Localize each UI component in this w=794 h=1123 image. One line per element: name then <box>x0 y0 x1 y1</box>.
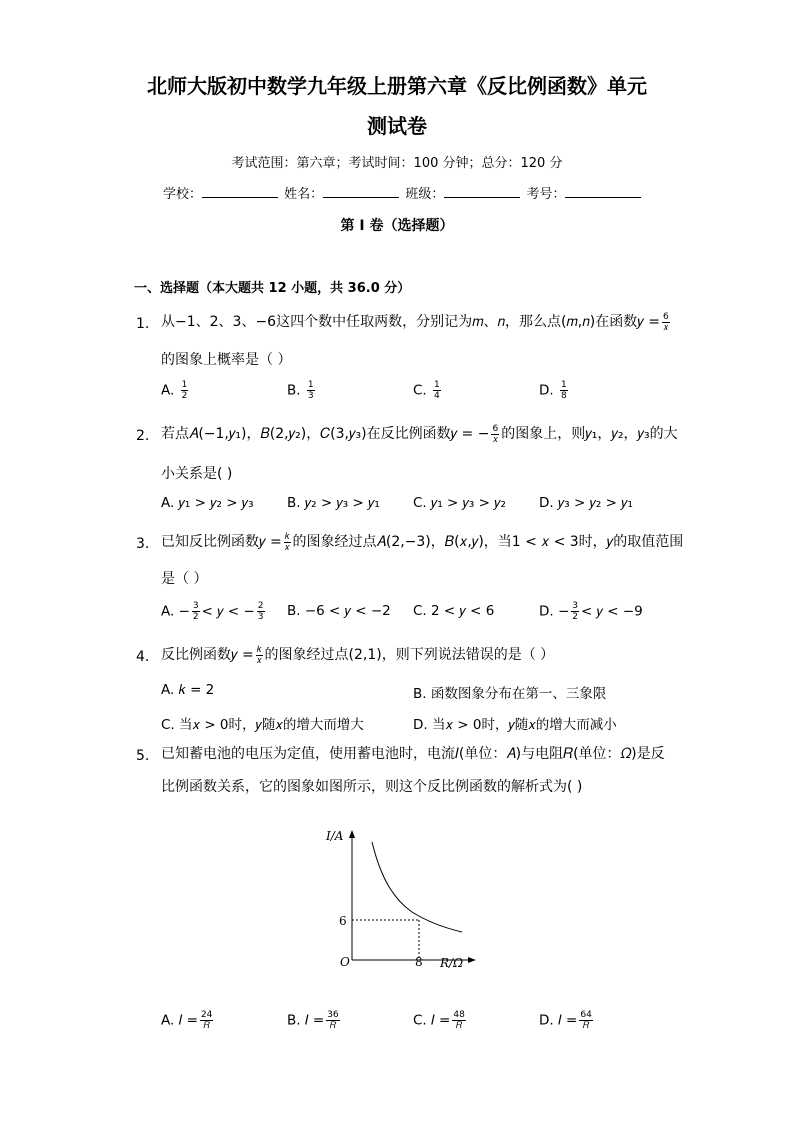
q1-d-den: 8 <box>560 391 567 401</box>
graph-y-tick: 6 <box>339 914 347 928</box>
q1-option-c[interactable] <box>413 380 443 401</box>
q5-option-d[interactable] <box>539 1010 595 1031</box>
q3-a-num2: 2 <box>257 601 264 611</box>
q1-b-den: 3 <box>307 391 314 401</box>
q1-c-label: C. <box>413 382 427 399</box>
q3-line1 <box>161 531 683 553</box>
q1-a-num: 1 <box>181 380 188 390</box>
q2-option-c[interactable]: C. 𝑦₁ > 𝑦₃ > 𝑦₂ <box>413 495 506 511</box>
q4-number: 4. <box>136 649 150 665</box>
q1-b-frac <box>307 380 315 401</box>
q2-option-b[interactable]: B. 𝑦₂ > 𝑦₃ > 𝑦₁ <box>287 495 380 511</box>
q1-c-num: 1 <box>434 380 440 390</box>
q5-c-label: C. 𝐼 = <box>413 1012 451 1029</box>
q1-frac-den: 𝑥 <box>663 322 669 333</box>
q5-number: 5. <box>136 748 150 764</box>
q4-option-a[interactable]: A. 𝑘 = 2 <box>161 682 215 698</box>
q5-b-label: B. 𝐼 = <box>287 1012 325 1029</box>
q5-a-frac <box>200 1010 213 1031</box>
q4-text-b: 的图象经过点(2,1)，则下列说法错误的是（ ） <box>264 647 555 663</box>
q3-text-a: 已知反比例函数𝑦 = <box>161 534 282 550</box>
q5-a-num: 24 <box>200 1010 213 1020</box>
exam-info: 考试范围：第六章；考试时间：100 分钟；总分：120 分 <box>231 156 563 171</box>
q2-line2: 小关系是( ) <box>161 466 233 482</box>
q3-line2: 是（ ） <box>161 571 208 587</box>
q1-text: 从−1、2、3、−6这四个数中任取两数，分别记为𝑚、𝑛，那么点(𝑚,𝑛)在函数𝑦 = <box>161 314 660 330</box>
q2-line1 <box>161 423 678 445</box>
q1-option-b[interactable] <box>287 380 317 401</box>
graph-y-label: I/A <box>326 829 344 843</box>
q5-option-c[interactable] <box>413 1010 468 1031</box>
q1-a-den: 2 <box>181 391 188 401</box>
class-blank[interactable] <box>444 185 520 198</box>
id-blank[interactable] <box>565 185 641 198</box>
q3-a-den2: 3 <box>257 612 264 622</box>
q3-a-pre: A. − <box>161 603 190 620</box>
q4-line1 <box>161 644 554 666</box>
q3-fraction <box>284 532 291 553</box>
q5-c-den: 𝑅 <box>455 1021 463 1031</box>
q5-b-den: 𝑅 <box>329 1021 337 1031</box>
student-fields <box>163 183 643 202</box>
q3-option-a[interactable] <box>161 601 267 622</box>
q3-frac-num: 𝑘 <box>284 531 290 542</box>
q3-number: 3. <box>136 536 150 552</box>
graph-curve <box>372 842 462 932</box>
q1-b-num: 1 <box>307 380 314 390</box>
school-blank[interactable] <box>202 185 278 198</box>
q4-fraction <box>256 645 263 666</box>
q4-option-b[interactable]: B. 函数图象分布在第一、三象限 <box>413 686 607 702</box>
q2-fraction <box>491 424 499 445</box>
q3-a-frac2 <box>257 601 265 622</box>
q2-text-b: 的图象上，则𝑦₁，𝑦₂，𝑦₃的大 <box>501 426 678 442</box>
q1-line1 <box>161 311 672 333</box>
field-id-label: 考号： <box>526 187 566 202</box>
q3-option-b[interactable]: B. −6 < 𝑦 < −2 <box>287 603 391 619</box>
q5-d-den: 𝑅 <box>582 1021 590 1031</box>
q3-d-pre: D. − <box>539 603 570 620</box>
graph-x-label: R/Ω <box>440 956 464 970</box>
q3-a-num1: 3 <box>192 601 199 611</box>
q4-option-c[interactable]: C. 当𝑥 > 0时，𝑦随𝑥的增大而增大 <box>161 717 364 733</box>
q5-d-frac <box>579 1010 592 1031</box>
q1-number: 1. <box>136 316 150 332</box>
q1-option-d[interactable] <box>539 380 570 401</box>
graph-origin: O <box>340 955 350 969</box>
q1-d-label: D. <box>539 382 554 399</box>
q2-option-a[interactable]: A. 𝑦₁ > 𝑦₂ > 𝑦₃ <box>161 495 254 511</box>
q5-option-b[interactable] <box>287 1010 342 1031</box>
q2-frac-den: 𝑥 <box>492 434 498 445</box>
q1-frac-num: 6 <box>662 311 669 322</box>
q3-d-post: < 𝑦 < −9 <box>581 603 643 620</box>
page-title-line2: 测试卷 <box>367 114 427 138</box>
q1-b-label: B. <box>287 382 301 399</box>
q3-d-frac <box>571 601 579 622</box>
q5-line2: 比例函数关系，它的图象如图所示，则这个反比例函数的解析式为( ) <box>161 779 583 795</box>
field-school-label: 学校： <box>163 187 203 202</box>
q1-c-den: 4 <box>434 391 440 401</box>
graph-x-arrow <box>468 957 476 963</box>
q2-option-d[interactable]: D. 𝑦₃ > 𝑦₂ > 𝑦₁ <box>539 495 633 511</box>
q5-option-a[interactable] <box>161 1010 215 1031</box>
section-title: 一、选择题（本大题共 12 小题，共 36.0 分） <box>134 281 411 296</box>
q4-frac-num: 𝑘 <box>256 644 262 655</box>
q5-c-num: 48 <box>453 1010 465 1020</box>
q3-frac-den: 𝑥 <box>284 542 290 553</box>
q4-option-d[interactable]: D. 当𝑥 > 0时，𝑦随𝑥的增大而减小 <box>413 717 617 733</box>
q1-a-frac <box>181 380 189 401</box>
q4-text-a: 反比例函数𝑦 = <box>161 647 254 663</box>
q5-c-frac <box>452 1010 465 1031</box>
q1-d-num: 1 <box>560 380 567 390</box>
volume-title: 第 I 卷（选择题） <box>340 218 454 234</box>
q5-d-label: D. 𝐼 = <box>539 1012 578 1029</box>
page-title-line1: 北师大版初中数学九年级上册第六章《反比例函数》单元 <box>147 74 647 98</box>
q5-line1: 已知蓄电池的电压为定值，使用蓄电池时，电流𝐼(单位：𝐴)与电阻𝑅(单位：𝛺)是反 <box>161 746 665 762</box>
q3-d-num: 3 <box>572 601 579 611</box>
q3-a-mid: < 𝑦 < − <box>201 603 255 620</box>
q1-line2: 的图象上概率是（ ） <box>161 352 292 368</box>
q3-option-c[interactable]: C. 2 < 𝑦 < 6 <box>413 603 495 619</box>
q1-d-frac <box>560 380 568 401</box>
q3-a-frac1 <box>192 601 200 622</box>
graph-x-tick: 8 <box>415 955 423 969</box>
q1-option-a[interactable] <box>161 380 190 401</box>
q1-fraction <box>662 312 670 333</box>
q2-frac-num: 6 <box>492 423 499 434</box>
q1-c-frac <box>433 380 441 401</box>
q1-a-label: A. <box>161 382 175 399</box>
q5-a-den: 𝑅 <box>203 1021 210 1031</box>
q3-text-b: 的图象经过点𝐴(2,−3)，𝐵(𝑥,𝑦)，当1 < 𝑥 < 3时，𝑦的取值范围 <box>292 534 684 550</box>
q4-frac-den: 𝑥 <box>256 655 262 666</box>
field-name-label: 姓名： <box>284 187 324 202</box>
q3-option-d[interactable] <box>539 601 643 622</box>
q5-b-frac <box>326 1010 339 1031</box>
q5-a-label: A. 𝐼 = <box>161 1012 198 1029</box>
q2-number: 2. <box>136 428 150 444</box>
q3-a-den1: 2 <box>192 612 199 622</box>
q3-d-den: 2 <box>572 612 579 622</box>
q5-b-num: 36 <box>327 1010 339 1020</box>
q5-graph <box>320 820 480 980</box>
q5-d-num: 64 <box>580 1010 592 1020</box>
q2-text-a: 若点𝐴(−1,𝑦₁)，𝐵(2,𝑦₂)，𝐶(3,𝑦₃)在反比例函数𝑦 = − <box>161 426 490 442</box>
name-blank[interactable] <box>323 185 399 198</box>
graph-y-arrow <box>349 830 355 838</box>
field-class-label: 班级： <box>405 187 445 202</box>
